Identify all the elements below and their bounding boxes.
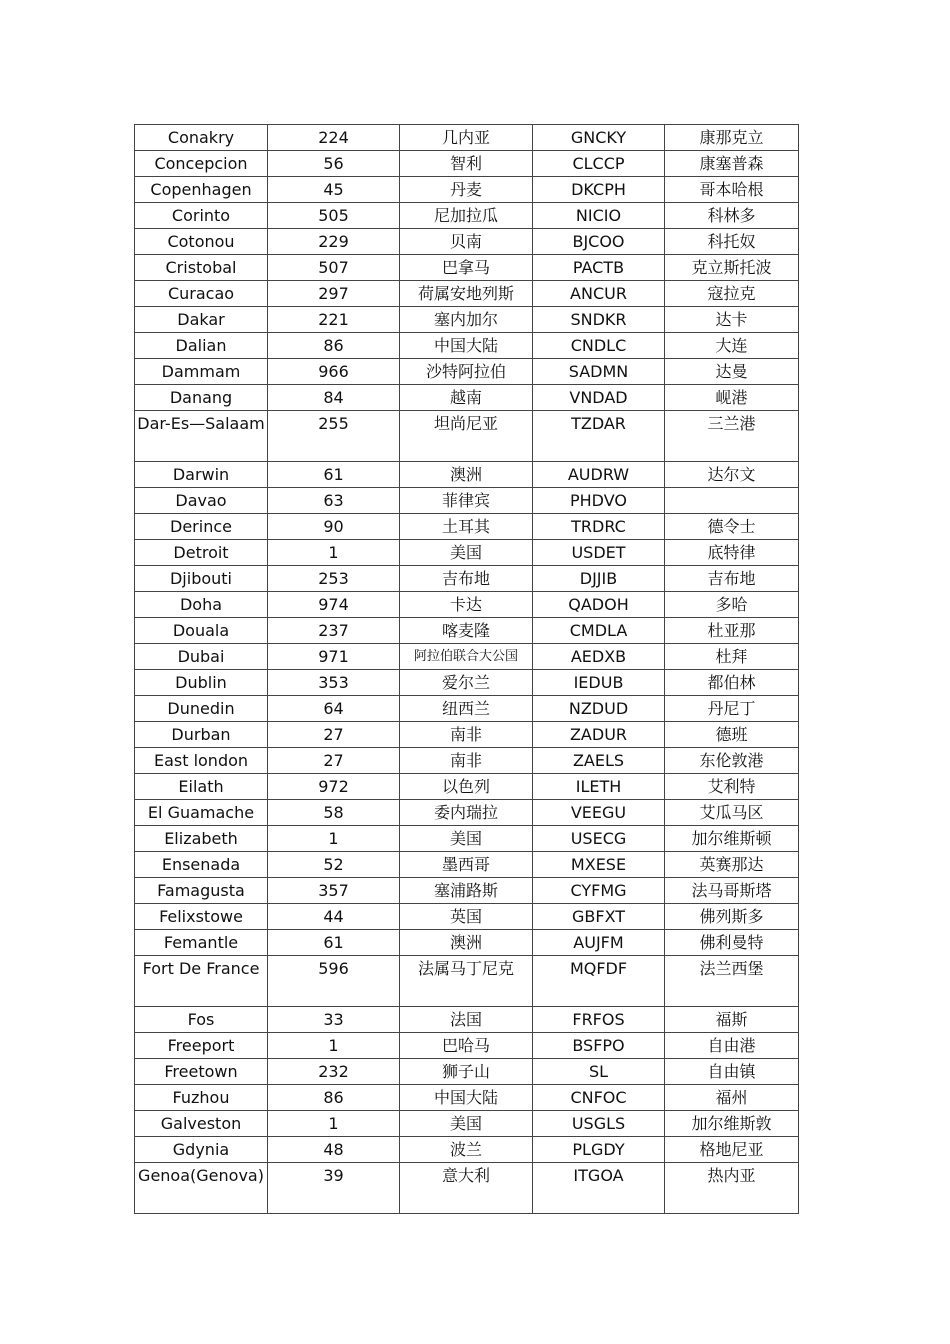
- country-code-cell: 61: [268, 930, 400, 956]
- port-name-cell: Darwin: [135, 462, 268, 488]
- country-code-cell: 44: [268, 904, 400, 930]
- port-code-cell: MXESE: [533, 852, 665, 878]
- chinese-name-cell: 科托奴: [665, 229, 799, 255]
- port-name-cell: Durban: [135, 722, 268, 748]
- country-code-cell: 86: [268, 333, 400, 359]
- chinese-name-cell: 寇拉克: [665, 281, 799, 307]
- country-cell: 阿拉伯联合大公国: [400, 644, 533, 670]
- port-code-cell: AEDXB: [533, 644, 665, 670]
- chinese-name-cell: 佛列斯多: [665, 904, 799, 930]
- port-code-cell: ZAELS: [533, 748, 665, 774]
- table-row: [135, 852, 799, 878]
- port-code-cell: GNCKY: [533, 125, 665, 151]
- chinese-name-cell: 大连: [665, 333, 799, 359]
- chinese-name-cell: 德令士: [665, 514, 799, 540]
- table-row: [135, 904, 799, 930]
- country-cell: 波兰: [400, 1137, 533, 1163]
- country-cell: 澳洲: [400, 930, 533, 956]
- table-row: [135, 177, 799, 203]
- port-name-cell: Fuzhou: [135, 1085, 268, 1111]
- country-code-cell: 357: [268, 878, 400, 904]
- port-name-cell: Douala: [135, 618, 268, 644]
- country-code-cell: 1: [268, 1111, 400, 1137]
- country-cell: 沙特阿拉伯: [400, 359, 533, 385]
- table-row: [135, 307, 799, 333]
- country-code-cell: 596: [268, 956, 400, 1007]
- table-row: [135, 281, 799, 307]
- chinese-name-cell: 康那克立: [665, 125, 799, 151]
- port-name-cell: Galveston: [135, 1111, 268, 1137]
- port-code-cell: ANCUR: [533, 281, 665, 307]
- port-code-cell: VEEGU: [533, 800, 665, 826]
- chinese-name-cell: 杜拜: [665, 644, 799, 670]
- country-code-cell: 972: [268, 774, 400, 800]
- country-cell: 巴哈马: [400, 1033, 533, 1059]
- table-row: [135, 722, 799, 748]
- country-code-cell: 971: [268, 644, 400, 670]
- table-row: [135, 125, 799, 151]
- port-name-cell: Dalian: [135, 333, 268, 359]
- table-row: [135, 800, 799, 826]
- country-cell: 丹麦: [400, 177, 533, 203]
- table-row: [135, 514, 799, 540]
- port-name-cell: Doha: [135, 592, 268, 618]
- port-name-cell: Danang: [135, 385, 268, 411]
- table-row: [135, 956, 799, 1007]
- chinese-name-cell: 东伦敦港: [665, 748, 799, 774]
- table-row: [135, 411, 799, 462]
- port-code-cell: CNDLC: [533, 333, 665, 359]
- country-cell: 墨西哥: [400, 852, 533, 878]
- port-code-cell: ZADUR: [533, 722, 665, 748]
- country-cell: 南非: [400, 722, 533, 748]
- country-cell: 美国: [400, 1111, 533, 1137]
- port-code-cell: USGLS: [533, 1111, 665, 1137]
- chinese-name-cell: 福州: [665, 1085, 799, 1111]
- country-cell: 法属马丁尼克: [400, 956, 533, 1007]
- port-name-cell: Fort De France: [135, 956, 268, 1007]
- port-name-cell: Genoa(Genova): [135, 1163, 268, 1214]
- port-code-cell: NICIO: [533, 203, 665, 229]
- port-name-cell: Eilath: [135, 774, 268, 800]
- port-code-cell: IEDUB: [533, 670, 665, 696]
- chinese-name-cell: 艾利特: [665, 774, 799, 800]
- country-cell: 中国大陆: [400, 1085, 533, 1111]
- port-name-cell: Concepcion: [135, 151, 268, 177]
- port-name-cell: El Guamache: [135, 800, 268, 826]
- port-code-cell: GBFXT: [533, 904, 665, 930]
- country-code-cell: 56: [268, 151, 400, 177]
- table-row: [135, 1007, 799, 1033]
- table-row: [135, 229, 799, 255]
- country-cell: 贝南: [400, 229, 533, 255]
- port-code-cell: AUDRW: [533, 462, 665, 488]
- country-cell: 塞内加尔: [400, 307, 533, 333]
- port-name-cell: Davao: [135, 488, 268, 514]
- port-code-cell: NZDUD: [533, 696, 665, 722]
- port-name-cell: Femantle: [135, 930, 268, 956]
- chinese-name-cell: 佛利曼特: [665, 930, 799, 956]
- chinese-name-cell: [665, 488, 799, 514]
- country-code-cell: 64: [268, 696, 400, 722]
- port-code-cell: CYFMG: [533, 878, 665, 904]
- country-code-cell: 90: [268, 514, 400, 540]
- port-name-cell: Derince: [135, 514, 268, 540]
- country-code-cell: 974: [268, 592, 400, 618]
- table-row: [135, 774, 799, 800]
- port-name-cell: Corinto: [135, 203, 268, 229]
- country-code-cell: 39: [268, 1163, 400, 1214]
- port-name-cell: Felixstowe: [135, 904, 268, 930]
- chinese-name-cell: 科林多: [665, 203, 799, 229]
- port-code-cell: DKCPH: [533, 177, 665, 203]
- port-code-table: [134, 124, 799, 1214]
- country-cell: 委内瑞拉: [400, 800, 533, 826]
- table-row: [135, 333, 799, 359]
- port-code-cell: MQFDF: [533, 956, 665, 1007]
- port-name-cell: Gdynia: [135, 1137, 268, 1163]
- country-code-cell: 1: [268, 1033, 400, 1059]
- country-cell: 南非: [400, 748, 533, 774]
- port-name-cell: Curacao: [135, 281, 268, 307]
- port-code-cell: SL: [533, 1059, 665, 1085]
- country-cell: 喀麦隆: [400, 618, 533, 644]
- port-name-cell: Detroit: [135, 540, 268, 566]
- country-code-cell: 237: [268, 618, 400, 644]
- country-code-cell: 33: [268, 1007, 400, 1033]
- chinese-name-cell: 吉布地: [665, 566, 799, 592]
- table-row: [135, 462, 799, 488]
- country-code-cell: 86: [268, 1085, 400, 1111]
- table-row: [135, 670, 799, 696]
- port-code-cell: SADMN: [533, 359, 665, 385]
- port-name-cell: Dakar: [135, 307, 268, 333]
- chinese-name-cell: 加尔维斯敦: [665, 1111, 799, 1137]
- chinese-name-cell: 康塞普森: [665, 151, 799, 177]
- port-code-cell: CNFOC: [533, 1085, 665, 1111]
- port-code-cell: QADOH: [533, 592, 665, 618]
- country-cell: 法国: [400, 1007, 533, 1033]
- table-row: [135, 385, 799, 411]
- country-code-cell: 84: [268, 385, 400, 411]
- chinese-name-cell: 法兰西堡: [665, 956, 799, 1007]
- table-row: [135, 1137, 799, 1163]
- country-code-cell: 61: [268, 462, 400, 488]
- table-row: [135, 1059, 799, 1085]
- country-cell: 塞浦路斯: [400, 878, 533, 904]
- country-code-cell: 297: [268, 281, 400, 307]
- port-code-cell: BSFPO: [533, 1033, 665, 1059]
- country-code-cell: 966: [268, 359, 400, 385]
- country-code-cell: 58: [268, 800, 400, 826]
- country-code-cell: 1: [268, 540, 400, 566]
- port-code-cell: TRDRC: [533, 514, 665, 540]
- port-name-cell: Dubai: [135, 644, 268, 670]
- table-row: [135, 592, 799, 618]
- port-name-cell: Conakry: [135, 125, 268, 151]
- chinese-name-cell: 德班: [665, 722, 799, 748]
- chinese-name-cell: 克立斯托波: [665, 255, 799, 281]
- chinese-name-cell: 都伯林: [665, 670, 799, 696]
- country-code-cell: 45: [268, 177, 400, 203]
- port-table-body: [135, 125, 799, 1214]
- country-code-cell: 52: [268, 852, 400, 878]
- port-name-cell: Dammam: [135, 359, 268, 385]
- country-code-cell: 232: [268, 1059, 400, 1085]
- port-code-cell: FRFOS: [533, 1007, 665, 1033]
- port-name-cell: East london: [135, 748, 268, 774]
- country-code-cell: 27: [268, 722, 400, 748]
- country-cell: 智利: [400, 151, 533, 177]
- country-cell: 狮子山: [400, 1059, 533, 1085]
- chinese-name-cell: 热内亚: [665, 1163, 799, 1214]
- chinese-name-cell: 艾瓜马区: [665, 800, 799, 826]
- country-code-cell: 253: [268, 566, 400, 592]
- port-code-cell: ILETH: [533, 774, 665, 800]
- table-row: [135, 540, 799, 566]
- country-code-cell: 221: [268, 307, 400, 333]
- table-row: [135, 566, 799, 592]
- country-cell: 澳洲: [400, 462, 533, 488]
- table-row: [135, 1111, 799, 1137]
- table-row: [135, 618, 799, 644]
- table-row: [135, 1085, 799, 1111]
- port-name-cell: Djibouti: [135, 566, 268, 592]
- chinese-name-cell: 底特律: [665, 540, 799, 566]
- chinese-name-cell: 多哈: [665, 592, 799, 618]
- port-name-cell: Elizabeth: [135, 826, 268, 852]
- port-code-cell: USECG: [533, 826, 665, 852]
- port-name-cell: Freeport: [135, 1033, 268, 1059]
- chinese-name-cell: 格地尼亚: [665, 1137, 799, 1163]
- chinese-name-cell: 达曼: [665, 359, 799, 385]
- port-code-cell: USDET: [533, 540, 665, 566]
- country-cell: 土耳其: [400, 514, 533, 540]
- port-name-cell: Fos: [135, 1007, 268, 1033]
- port-name-cell: Cristobal: [135, 255, 268, 281]
- table-row: [135, 826, 799, 852]
- table-row: [135, 1033, 799, 1059]
- port-code-cell: AUJFM: [533, 930, 665, 956]
- country-code-cell: 255: [268, 411, 400, 462]
- chinese-name-cell: 哥本哈根: [665, 177, 799, 203]
- port-code-cell: CMDLA: [533, 618, 665, 644]
- table-row: [135, 151, 799, 177]
- country-cell: 荷属安地列斯: [400, 281, 533, 307]
- table-row: [135, 1163, 799, 1214]
- chinese-name-cell: 福斯: [665, 1007, 799, 1033]
- country-code-cell: 1: [268, 826, 400, 852]
- chinese-name-cell: 达尔文: [665, 462, 799, 488]
- port-code-cell: CLCCP: [533, 151, 665, 177]
- country-cell: 美国: [400, 540, 533, 566]
- country-cell: 英国: [400, 904, 533, 930]
- port-code-cell: VNDAD: [533, 385, 665, 411]
- country-cell: 美国: [400, 826, 533, 852]
- port-code-cell: BJCOO: [533, 229, 665, 255]
- country-cell: 几内亚: [400, 125, 533, 151]
- table-row: [135, 359, 799, 385]
- table-row: [135, 488, 799, 514]
- country-code-cell: 507: [268, 255, 400, 281]
- country-cell: 卡达: [400, 592, 533, 618]
- country-cell: 中国大陆: [400, 333, 533, 359]
- port-name-cell: Ensenada: [135, 852, 268, 878]
- country-code-cell: 63: [268, 488, 400, 514]
- port-name-cell: Dublin: [135, 670, 268, 696]
- port-code-cell: PLGDY: [533, 1137, 665, 1163]
- country-code-cell: 505: [268, 203, 400, 229]
- port-code-cell: PACTB: [533, 255, 665, 281]
- table-row: [135, 696, 799, 722]
- country-code-cell: 353: [268, 670, 400, 696]
- country-cell: 越南: [400, 385, 533, 411]
- country-cell: 巴拿马: [400, 255, 533, 281]
- port-code-cell: DJJIB: [533, 566, 665, 592]
- country-code-cell: 48: [268, 1137, 400, 1163]
- country-cell: 纽西兰: [400, 696, 533, 722]
- table-row: [135, 255, 799, 281]
- table-row: [135, 878, 799, 904]
- port-name-cell: Copenhagen: [135, 177, 268, 203]
- chinese-name-cell: 达卡: [665, 307, 799, 333]
- port-name-cell: Famagusta: [135, 878, 268, 904]
- port-name-cell: Cotonou: [135, 229, 268, 255]
- country-code-cell: 229: [268, 229, 400, 255]
- port-code-cell: ITGOA: [533, 1163, 665, 1214]
- port-code-cell: PHDVO: [533, 488, 665, 514]
- country-cell: 吉布地: [400, 566, 533, 592]
- country-cell: 坦尚尼亚: [400, 411, 533, 462]
- port-code-cell: SNDKR: [533, 307, 665, 333]
- table-row: [135, 748, 799, 774]
- chinese-name-cell: 岘港: [665, 385, 799, 411]
- country-code-cell: 224: [268, 125, 400, 151]
- table-row: [135, 930, 799, 956]
- chinese-name-cell: 法马哥斯塔: [665, 878, 799, 904]
- country-cell: 意大利: [400, 1163, 533, 1214]
- port-name-cell: Dar-Es—Salaam: [135, 411, 268, 462]
- port-name-cell: Dunedin: [135, 696, 268, 722]
- chinese-name-cell: 三兰港: [665, 411, 799, 462]
- country-code-cell: 27: [268, 748, 400, 774]
- port-code-cell: TZDAR: [533, 411, 665, 462]
- chinese-name-cell: 加尔维斯顿: [665, 826, 799, 852]
- table-row: [135, 203, 799, 229]
- country-cell: 菲律宾: [400, 488, 533, 514]
- chinese-name-cell: 杜亚那: [665, 618, 799, 644]
- port-name-cell: Freetown: [135, 1059, 268, 1085]
- chinese-name-cell: 自由镇: [665, 1059, 799, 1085]
- table-row: [135, 644, 799, 670]
- chinese-name-cell: 丹尼丁: [665, 696, 799, 722]
- country-cell: 以色列: [400, 774, 533, 800]
- country-cell: 尼加拉瓜: [400, 203, 533, 229]
- country-cell: 爱尔兰: [400, 670, 533, 696]
- chinese-name-cell: 自由港: [665, 1033, 799, 1059]
- chinese-name-cell: 英赛那达: [665, 852, 799, 878]
